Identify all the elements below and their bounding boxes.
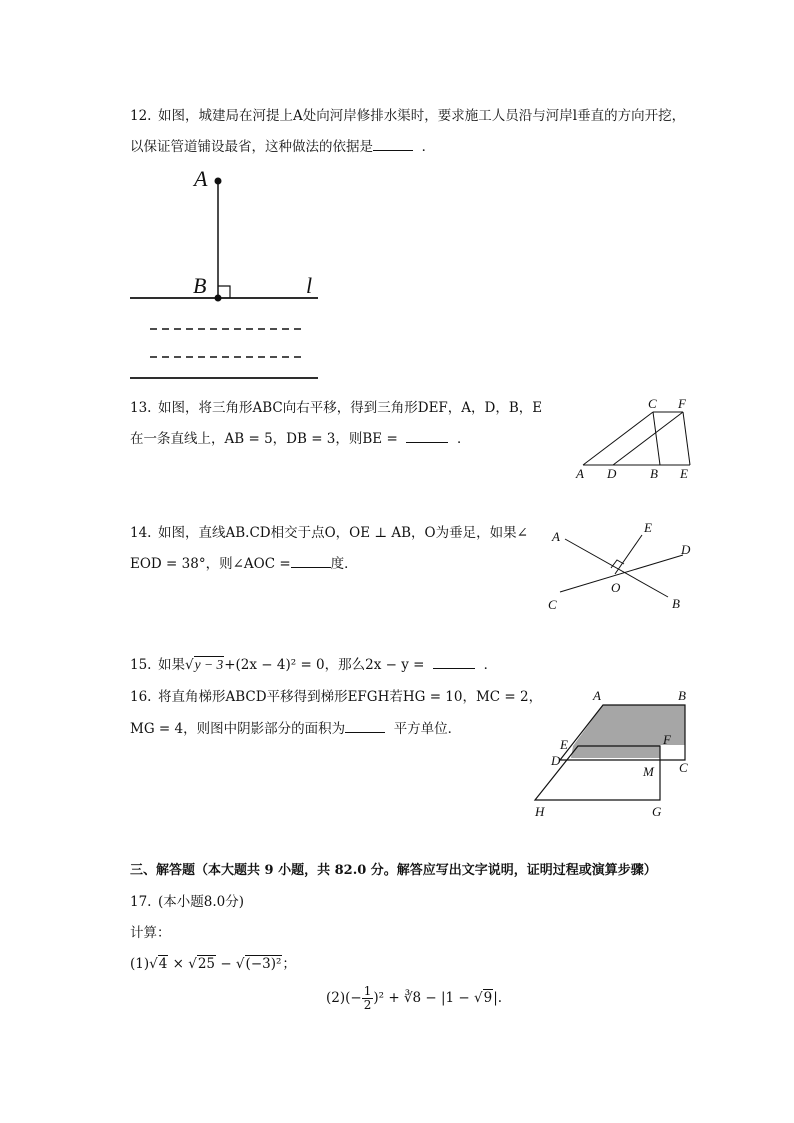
- q16-text-line2b: 平方单位．: [393, 721, 462, 737]
- q17-p2-end: |.: [493, 990, 503, 1006]
- section3-title: 三、解答题（本大题共 9 小题，共 82.0 分。解答应写出文字说明，证明过程或演算步骤）: [130, 863, 657, 878]
- q17-p2-fraction: [362, 985, 374, 1012]
- q13-number: 13.: [130, 400, 152, 416]
- q16-label-G: G: [652, 804, 662, 819]
- q17-part2: (2)(− $\frac{1}{2}$ )² + ∛8 − |1 − √9|.: [326, 984, 503, 1012]
- q13-label-B: B: [650, 466, 658, 481]
- q12-text-line1: 如图，城建局在河提上A处向河岸修排水渠时，要求施工人员沿与河岸l垂直的方向开挖，: [158, 108, 686, 124]
- q17-intro: 计算：: [130, 925, 171, 941]
- q16-label-M: M: [643, 764, 654, 779]
- q17-p1-radicand3: (−3)²: [245, 956, 282, 972]
- q17-p1-minus: −: [220, 956, 232, 972]
- q16-number: 16.: [130, 689, 152, 705]
- q15-pre: 如果: [158, 657, 185, 673]
- q14-text-line1: 如图，直线AB.CD相交于点O，OE ⊥ AB，O为垂足，如果∠: [158, 525, 528, 541]
- q14-label-C: C: [548, 597, 557, 612]
- q16-label-B: B: [678, 688, 686, 703]
- q12-label-B: B: [193, 273, 207, 298]
- q13-label-A: A: [576, 466, 584, 481]
- q13-text-line2: 在一条直线上，AB = 5，DB = 3，则BE =: [130, 431, 398, 447]
- q13-end: ．: [456, 431, 471, 447]
- q16-label-H: H: [535, 804, 545, 819]
- q17-p1-radicand2: 25: [197, 956, 216, 972]
- q16-label-D: D: [551, 753, 561, 768]
- q16-label-E: E: [560, 737, 568, 752]
- q16-label-C: C: [679, 760, 688, 775]
- q17-p1-label: (1): [130, 956, 150, 972]
- q13-label-F: F: [678, 396, 686, 411]
- q12-end: ．: [421, 139, 436, 155]
- q15-mid: +(2x − 4)² = 0，那么2x − y =: [224, 657, 425, 673]
- q14-label-D: D: [681, 542, 691, 557]
- q17-p2-label: (2)(−: [326, 990, 362, 1006]
- q17-header: [130, 890, 244, 910]
- q13-label-E: E: [680, 466, 688, 481]
- q15-sqrt: √y − 3: [185, 657, 224, 673]
- q16-label-A: A: [593, 688, 601, 703]
- q12-number: 12.: [130, 108, 152, 124]
- q17-p2-denominator: 2: [363, 998, 372, 1012]
- q13-label-D: D: [607, 466, 617, 481]
- q17-p1-radicand1: 4: [158, 956, 168, 972]
- q16-label-F: F: [663, 732, 671, 747]
- q14-label-E: E: [644, 520, 652, 535]
- q15-number: 15.: [130, 657, 152, 673]
- q13-label-C: C: [648, 396, 657, 411]
- q16-text-line1: 将直角梯形ABCD平移得到梯形EFGH若HG = 10，MC = 2，: [158, 689, 543, 705]
- q17-p1-end: ；: [282, 956, 296, 972]
- q14-text-line2a: EOD = 38°，则∠AOC =: [130, 556, 291, 572]
- q14-text-line2b: 度．: [330, 556, 358, 572]
- q17-score: (本小题8.0分): [158, 894, 245, 910]
- q15-radicand: y − 3: [194, 657, 224, 672]
- q13-text-line1: 如图，将三角形ABC向右平移，得到三角形DEF，A，D，B，E: [158, 400, 543, 416]
- q17-p1-times: ×: [172, 956, 184, 972]
- q14-label-B: B: [672, 596, 680, 611]
- q17-p2-numerator: 1: [363, 984, 372, 998]
- q15-end: ．: [483, 657, 498, 673]
- q17-p2-radicand: 9: [483, 990, 493, 1006]
- q12-text-line2: 以保证管道铺设最省，这种做法的依据是: [130, 139, 373, 155]
- q16-text-line2a: MG = 4，则图中阴影部分的面积为: [130, 721, 346, 737]
- q14-number: 14.: [130, 525, 152, 541]
- q12-label-A: A: [194, 166, 208, 191]
- q17-part1: (1)√4 × √25 − √(−3)²；: [130, 956, 296, 972]
- q14-label-O: O: [611, 580, 621, 595]
- q14-label-A: A: [552, 529, 560, 544]
- q12-label-l: l: [306, 273, 313, 298]
- q17-p2-after: )² + ∛8 − |1 −: [373, 990, 475, 1006]
- q17-number: 17.: [130, 894, 152, 910]
